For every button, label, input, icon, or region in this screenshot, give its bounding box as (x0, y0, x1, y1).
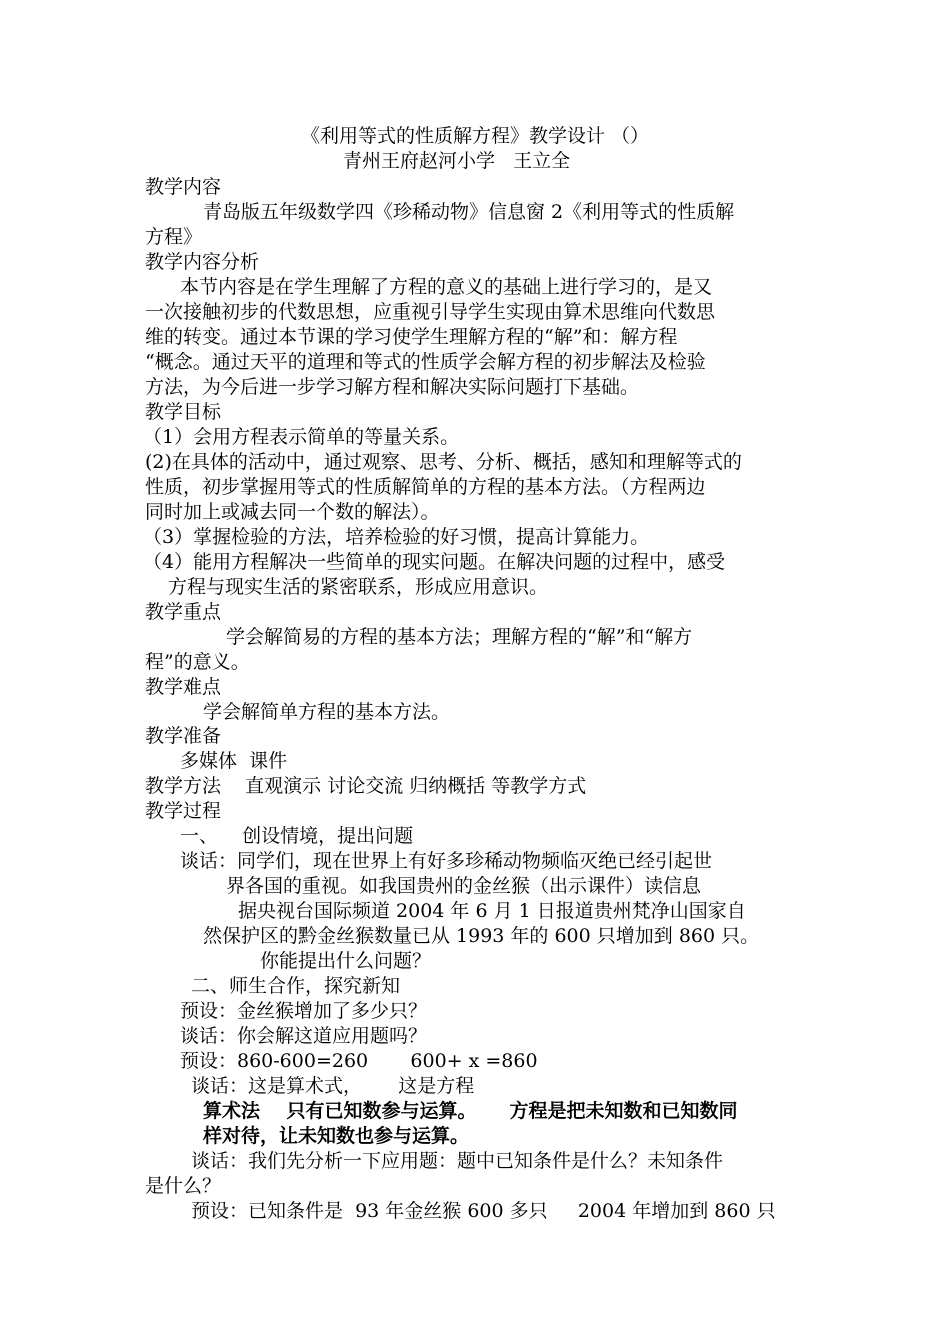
process-text: 预设：金丝猴增加了多少只？ (180, 1000, 428, 1022)
process-text: 预设：已知条件是 93 年金丝猴 600 多只 2004 年增加到 860 只 (191, 1200, 776, 1222)
key-points-text: 学会解简易的方程的基本方法；理解方程的“解”和“解方 (226, 626, 693, 648)
goal-item: （3）掌握检验的方法，培养检验的好习惯，提高计算能力。 (143, 526, 650, 548)
process-text: 据央视台国际频道 2004 年 6 月 1 日报道贵州梵净山国家自 (238, 900, 746, 922)
section-heading-preparation: 教学准备 (145, 725, 222, 747)
section-heading-difficulties: 教学难点 (145, 676, 222, 698)
analysis-text: “概念。通过天平的道理和等式的性质学会解方程的初步解法及检验 (145, 351, 706, 373)
process-text: 界各国的重视。如我国贵州的金丝猴（出示课件）读信息 (226, 875, 702, 897)
process-text: 谈话：我们先分析一下应用题：题中已知条件是什么？未知条件 (191, 1150, 724, 1172)
content-text: 青岛版五年级数学四《珍稀动物》信息窗 2《利用等式的性质解 (203, 201, 735, 223)
preparation-text: 多媒体 课件 (180, 750, 288, 772)
process-text: 你能提出什么问题？ (260, 950, 432, 972)
section-heading-content: 教学内容 (145, 176, 222, 198)
difficulties-text: 学会解简单方程的基本方法。 (203, 701, 451, 723)
section-heading-process: 教学过程 (145, 800, 222, 822)
key-points-text: 程”的意义。 (145, 651, 250, 673)
process-text: 谈话：你会解这道应用题吗？ (180, 1025, 428, 1047)
process-text: 谈话：同学们，现在世界上有好多珍稀动物频临灭绝已经引起世 (180, 850, 713, 872)
methods-line: 教学方法 直观演示 讨论交流 归纳概括 等教学方式 (145, 775, 587, 797)
section-heading-goals: 教学目标 (145, 401, 222, 423)
process-text-bold: 样对待，让未知数也参与运算。 (203, 1125, 470, 1147)
process-text-bold: 算术法 只有已知数参与运算。 方程是把未知数和已知数同 (203, 1100, 738, 1122)
process-text: 谈话：这是算术式， 这是方程 (191, 1075, 475, 1097)
goal-item: 性质，初步掌握用等式的性质解简单的方程的基本方法。（方程两边 (145, 476, 706, 498)
goal-item: （1）会用方程表示简单的等量关系。 (143, 426, 460, 448)
analysis-text: 方法，为今后进一步学习解方程和解决实际问题打下基础。 (145, 376, 640, 398)
document-title: 《利用等式的性质解方程》教学设计 （） (301, 125, 650, 147)
goal-item: (2)在具体的活动中，通过观察、思考、分析、概括，感知和理解等式的 (145, 451, 742, 473)
goal-item: 同时加上或减去同一个数的解法）。 (145, 501, 440, 523)
analysis-text: 维的转变。通过本节课的学习使学生理解方程的“解”和：解方程 (145, 326, 678, 348)
process-text: 一、 创设情境，提出问题 (180, 825, 414, 847)
process-text: 预设：860-600=260 600+ x =860 (180, 1050, 538, 1072)
section-heading-key-points: 教学重点 (145, 601, 222, 623)
analysis-text: 本节内容是在学生理解了方程的意义的基础上进行学习的，是又 (180, 276, 713, 298)
analysis-text: 一次接触初步的代数思想，应重视引导学生实现由算术思维向代数思 (145, 301, 716, 323)
process-text: 是什么？ (145, 1175, 222, 1197)
process-text: 二、师生合作，探究新知 (191, 975, 401, 997)
section-heading-analysis: 教学内容分析 (145, 251, 260, 273)
goal-item: （4）能用方程解决一些简单的现实问题。在解决问题的过程中，感受 (143, 551, 726, 573)
author-line: 青州王府赵河小学 王立全 (343, 150, 571, 172)
content-text: 方程》 (145, 226, 203, 248)
goal-item: 方程与现实生活的紧密联系，形成应用意识。 (168, 576, 549, 598)
process-text: 然保护区的黔金丝猴数量已从 1993 年的 600 只增加到 860 只。 (203, 925, 760, 947)
